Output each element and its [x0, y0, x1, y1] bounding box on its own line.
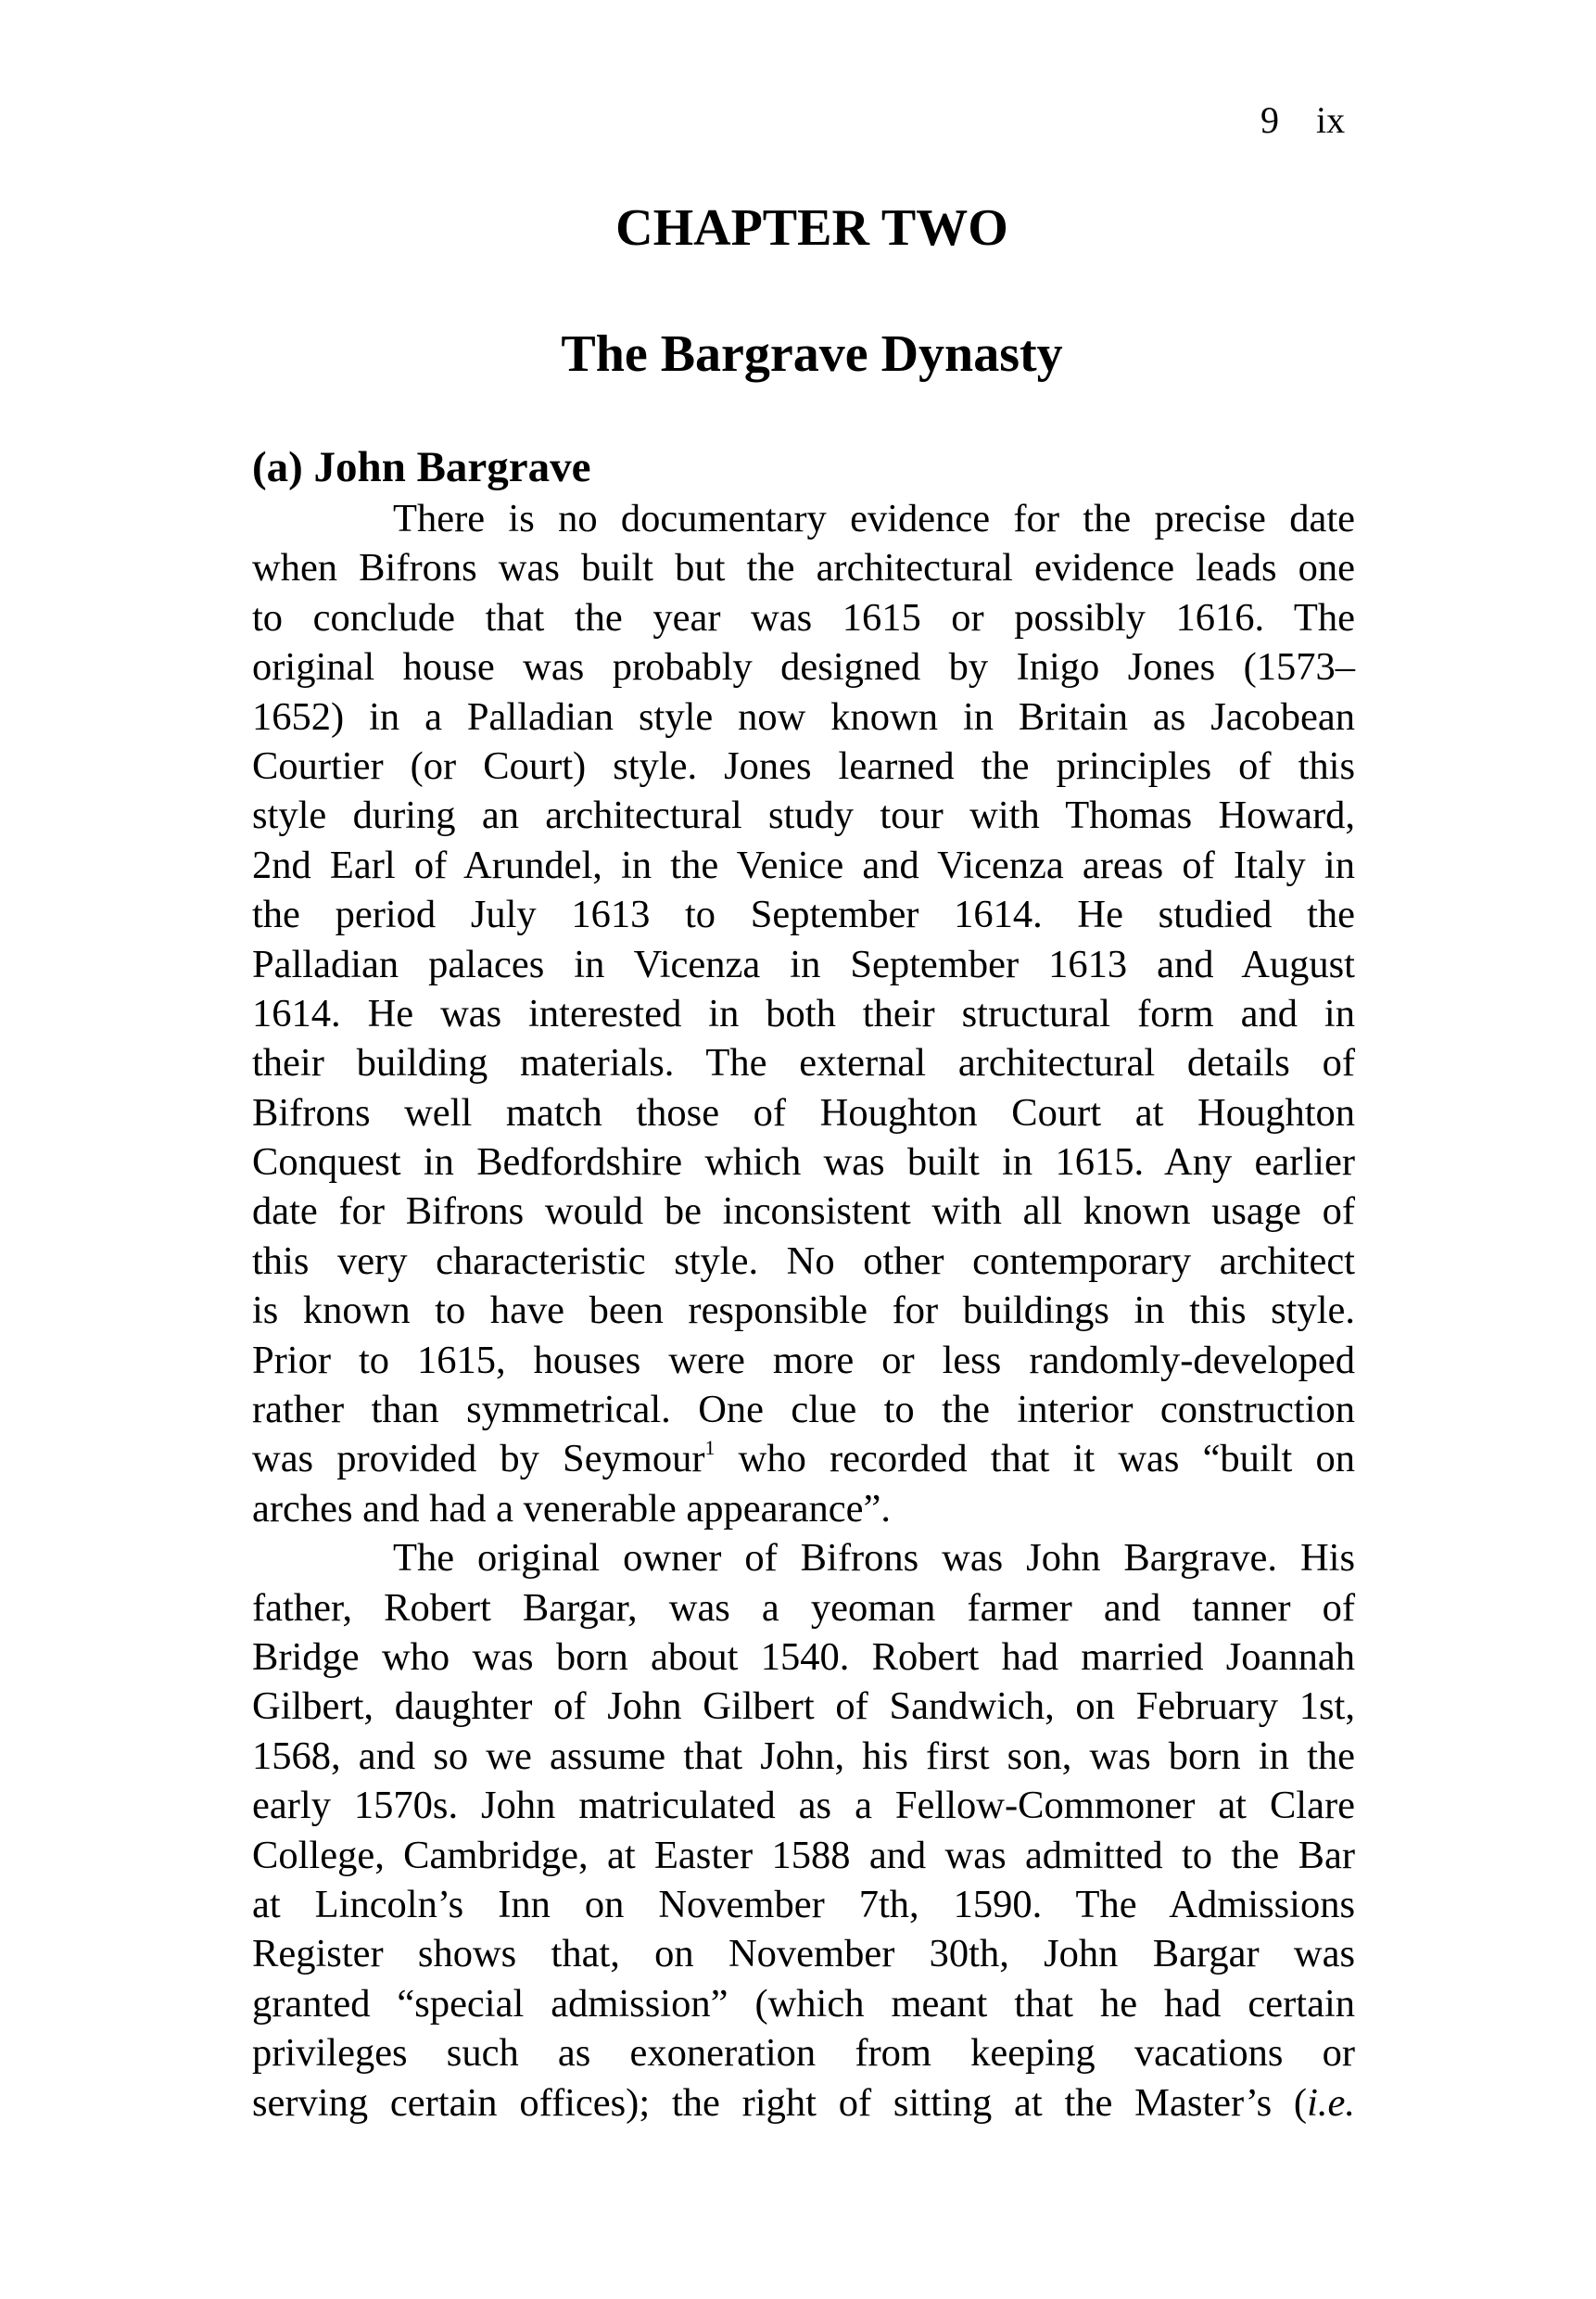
text-line: College, Cambridge, at Easter 1588 and was admitted to the Bar	[252, 1833, 1355, 1877]
page-number-arabic: 9	[1260, 99, 1279, 141]
text-line: original house was probably designed by Inigo Jones (1573–	[252, 645, 1355, 690]
text-line: 2nd Earl of Arundel, in the Venice and Vicenza areas of Italy in	[252, 843, 1355, 887]
text-line: this very characteristic style. No other contemporary architect	[252, 1238, 1355, 1283]
paragraph	[252, 1533, 1355, 2128]
text-line: Bridge who was born about 1540. Robert had married Joannah	[252, 1634, 1355, 1679]
footnote-line-after: who recorded that it was “built on	[715, 1437, 1355, 1481]
text-line: There is no documentary evidence for the precise date	[393, 497, 1355, 540]
text-line: Register shows that, on November 30th, John Bargar was	[252, 1932, 1355, 1976]
text-line: granted “special admission” (which meant that he had certain	[252, 1981, 1355, 2026]
page-number	[1260, 98, 1345, 143]
text-line: privileges such as exoneration from keeping vacations or	[252, 2031, 1355, 2076]
chapter-title: The Bargrave Dynasty	[561, 325, 1063, 383]
text-line: their building materials. The external architectural details of	[252, 1041, 1355, 1086]
text-line: Palladian palaces in Vicenza in September 1613 and August	[252, 942, 1355, 986]
text-line: arches and had a venerable appearance”.	[252, 1486, 891, 1531]
text-line: father, Robert Bargar, was a yeoman farmer and tanner of	[252, 1585, 1355, 1630]
text-line: style during an architectural study tour with Thomas Howard,	[252, 794, 1355, 838]
body-text	[252, 494, 1355, 2128]
text-line: to conclude that the year was 1615 or possibly 1616. The	[252, 595, 1355, 640]
text-line: the period July 1613 to September 1614. He studied the	[252, 893, 1355, 937]
text-line: when Bifrons was built but the architectural evidence leads one	[252, 546, 1355, 591]
chapter-label: CHAPTER TWO	[615, 199, 1008, 257]
text-line: at Lincoln’s Inn on November 7th, 1590. The Admissions	[252, 1882, 1355, 1926]
text-line: rather than symmetrical. One clue to the interior construction	[252, 1388, 1355, 1432]
italic-abbreviation: i.e.	[1307, 2080, 1355, 2125]
text-line: 1614. He was interested in both their structural form and in	[252, 991, 1355, 1035]
final-line-text: serving certain offices); the right of sitting at the Master’s (	[252, 2080, 1308, 2125]
paragraph	[252, 494, 1355, 1533]
text-line: Prior to 1615, houses were more or less randomly-developed	[252, 1338, 1355, 1382]
text-line: date for Bifrons would be inconsistent with all known usage of	[252, 1189, 1355, 1234]
text-line: Gilbert, daughter of John Gilbert of Sandwich, on February 1st,	[252, 1684, 1355, 1729]
text-line: Courtier (or Court) style. Jones learned the principles of this	[252, 743, 1355, 788]
text-line: early 1570s. John matriculated as a Fellow-Commoner at Clare	[252, 1784, 1355, 1828]
footnote-mark[interactable]: 1	[704, 1436, 716, 1460]
text-line: 1652) in a Palladian style now known in Britain as Jacobean	[252, 694, 1355, 739]
text-line: Bifrons well match those of Houghton Court at Houghton	[252, 1090, 1355, 1135]
text-line-with-footnote	[252, 1434, 1355, 1483]
section-heading: (a) John Bargrave	[252, 443, 591, 491]
text-line: Conquest in Bedfordshire which was built in 1615. Any earlier	[252, 1140, 1355, 1185]
text-line: 1568, and so we assume that John, his first son, was born in the	[252, 1734, 1355, 1778]
text-line: The original owner of Bifrons was John Bargrave. His	[393, 1536, 1355, 1581]
page-number-roman: ix	[1316, 99, 1346, 141]
text-line: is known to have been responsible for buildings in this style.	[252, 1289, 1355, 1333]
footnote-line-before: was provided by Seymour	[252, 1437, 705, 1481]
text-line-final	[252, 2078, 1355, 2128]
